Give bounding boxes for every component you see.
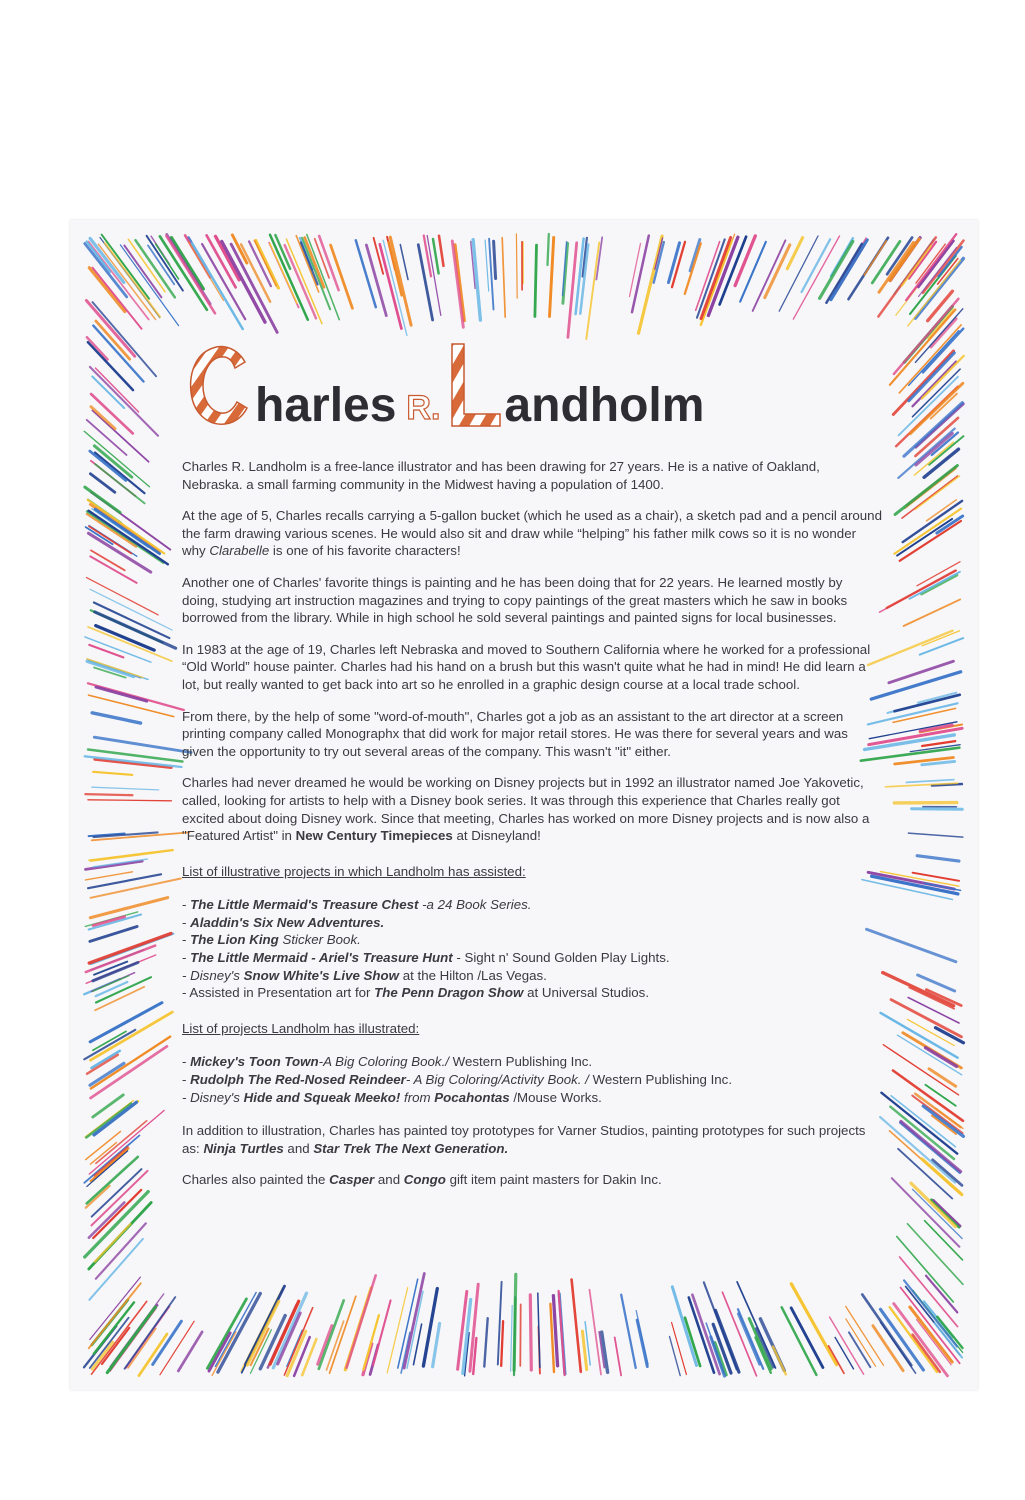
list-item: - Rudolph The Red-Nosed Reindeer- A Big Coloring/Activity Book. / Western Publishing Inc.	[182, 1072, 733, 1088]
assisted-projects-list	[182, 896, 882, 1002]
list-item: - Assisted in Presentation art for The Penn Dragon Show at Universal Studios.	[182, 985, 650, 1001]
bio-paragraph-2: At the age of 5, Charles recalls carrying a 5-gallon bucket (which he used as a chair), a sketch pad and a pencil around the farm drawing various scenes. He would also sit and draw while “helping” his father milk cows so it is no wonder why Clarabelle is one of his favorite characters!	[182, 508, 882, 559]
list-item: - Disney's Snow White's Live Show at the Hilton /Las Vegas.	[182, 967, 547, 983]
list-item: - The Little Mermaid's Treasure Chest -a 24 Book Series.	[182, 897, 532, 913]
closing-paragraph-1: In addition to illustration, Charles has painted toy prototypes for Varner Studios, painting prototypes for such projects as: Ninja Turtles and Star Trek The Next Generation.	[182, 1123, 866, 1156]
illustrated-list-heading: List of projects Landholm has illustrated:	[182, 1020, 420, 1036]
title-middle-initial: R.	[406, 389, 441, 427]
list-item: - The Little Mermaid - Ariel's Treasure Hunt - Sight n' Sound Golden Play Lights.	[182, 950, 670, 966]
illustrated-projects-list	[182, 1053, 882, 1106]
title-word-harles: harles	[255, 379, 397, 432]
title-word-andholm: andholm	[504, 379, 705, 432]
closing-paragraph-2: Charles also painted the Casper and Congo gift item paint masters for Dakin Inc.	[182, 1172, 662, 1188]
list-item: - Aladdin's Six New Adventures.	[182, 914, 385, 930]
list-item: - Disney's Hide and Squeak Meeko! from Pocahontas /Mouse Works.	[182, 1089, 602, 1105]
bio-paragraph-5: From there, by the help of some "word-of-mouth", Charles got a job as an assistant to the art director at a screen printing company called Monographx that did work for major retail stores. He was there for several years and was given the opportunity to try out several areas of the company. This wasn't "it" either.	[182, 708, 848, 759]
list-item: - The Lion King Sticker Book.	[182, 932, 361, 948]
list-item: - Mickey's Toon Town-A Big Coloring Book./ Western Publishing Inc.	[182, 1054, 593, 1070]
bio-paragraph-6: Charles had never dreamed he would be working on Disney projects but in 1992 an illustrator named Joe Yakovetic, called, looking for artists to help with a Disney book series. It was through this experience that Charles really got excited about doing Disney work. Since that meeting, Charles has worked on more Disney projects and is now also a "Featured Artist" in New Century Timepieces at Disneyland!	[182, 775, 870, 844]
document-body	[182, 340, 882, 1203]
bio-paragraph-4: In 1983 at the age of 19, Charles left Nebraska and moved to Southern California where he worked for a professional “Old World” house painter. Charles had his hand on a brush but this wasn't quite what he had in mind! He did learn a lot, but really wanted to get back into art so he enrolled in a graphic design course at a local trade school.	[182, 641, 871, 692]
bio-paragraph-3: Another one of Charles' favorite things is painting and he has been doing that for 22 years. He learned mostly by doing, studying art instruction magazines and trying to copy paintings of the great masters which he saw in books borrowed from the library. While in high school he sold several paintings and painted signs for local businesses.	[182, 574, 848, 626]
assisted-list-heading: List of illustrative projects in which Landholm has assisted:	[182, 863, 526, 879]
bio-paragraph-1: Charles R. Landholm is a free-lance illustrator and has been drawing for 27 years. He is a native of Oakland, Nebraska. a small farming community in the Midwest having a population of 1400.	[182, 459, 820, 492]
document-sheet	[70, 220, 978, 1390]
